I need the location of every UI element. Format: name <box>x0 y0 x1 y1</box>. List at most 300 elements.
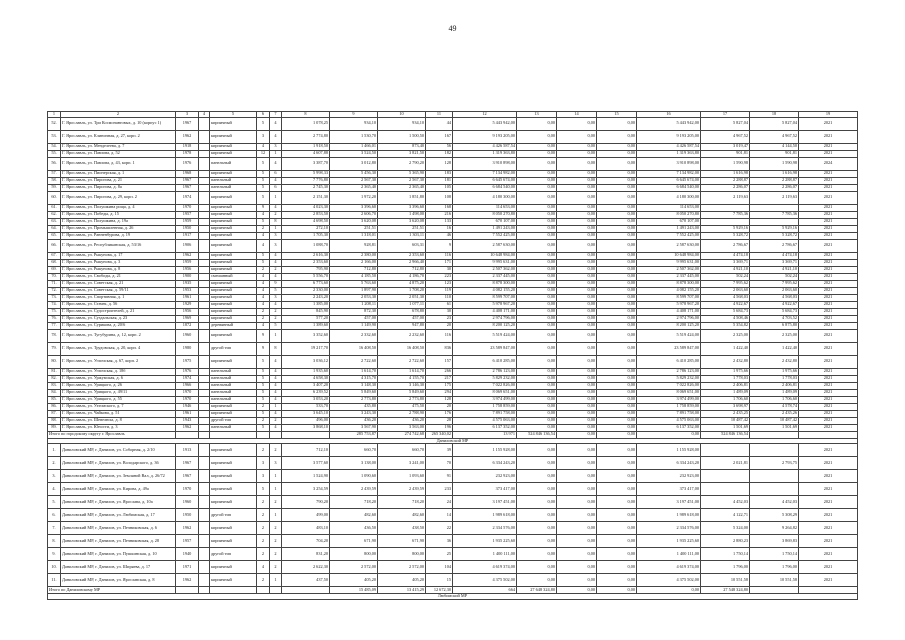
entrances: 2 <box>270 417 282 424</box>
total-area: 1 088,70 <box>282 239 330 252</box>
residents: 182 <box>426 150 453 157</box>
table-row <box>48 157 858 170</box>
area-owned: 2 439,59 <box>378 483 426 496</box>
year-reconstruction <box>199 204 210 211</box>
area-owned: 4 186,70 <box>378 273 426 280</box>
limit-cost: 1 778,03 <box>750 375 799 382</box>
owners-funds: 2 974 796,00 <box>637 315 701 322</box>
year-built: 1929 <box>176 301 199 308</box>
specific-cost: 10 487,42 <box>701 417 750 424</box>
limit-cost: 502,24 <box>750 273 799 280</box>
year-reconstruction <box>199 444 210 457</box>
owners-funds: 6 684 540,00 <box>637 184 701 191</box>
year-built: 1913 <box>176 444 199 457</box>
completion-year: 2021 <box>799 535 858 548</box>
area-owned: 800,00 <box>378 548 426 561</box>
row-number: 11. <box>48 574 61 587</box>
area-owned: 5 849,60 <box>378 389 426 396</box>
fund-cost: 0,00 <box>517 375 557 382</box>
specific-cost: 4 452,03 <box>701 496 750 509</box>
local-budget: 0,00 <box>597 252 637 259</box>
residential-area: 934,10 <box>330 117 378 130</box>
total-area: 496,00 <box>282 417 330 424</box>
address: Г. Ярославль, ул. Ухтомского, д. 7 <box>61 403 176 410</box>
limit-cost: 4 568,03 <box>750 294 799 301</box>
local-budget: 0,00 <box>597 280 637 287</box>
owners-funds: 4 575 063,00 <box>637 417 701 424</box>
limit-cost: 1 616,98 <box>750 170 799 177</box>
owners-funds: 3 974 499,00 <box>637 396 701 403</box>
residential-area: 3 620,08 <box>330 218 378 225</box>
address: Даниловский МР, г. Данилов, ул. Печниковская, д. 28 <box>61 535 176 548</box>
total-cost: 5 829 232,00 <box>453 375 517 382</box>
address: Г. Ярославль, ул. Промышленная, д. 26 <box>61 225 176 232</box>
table-row <box>48 522 858 535</box>
residents: 14 <box>426 509 453 522</box>
address: Г. Ярославль, ул. Юности, д. 3 <box>61 424 176 431</box>
floors: 12 <box>257 150 270 157</box>
regional-budget: 0,00 <box>557 130 597 143</box>
entrances: 8 <box>270 218 282 225</box>
total-cost: 7 891 758,00 <box>453 410 517 417</box>
year-reconstruction <box>199 294 210 301</box>
year-built: 1956 <box>176 308 199 315</box>
fund-cost: 0,00 <box>517 396 557 403</box>
address: Даниловский МР, г. Данилов, ул. Володарского, д. 36 <box>61 457 176 470</box>
completion-year: 2021 <box>799 143 858 150</box>
column-number: 7 <box>270 112 282 118</box>
year-reconstruction <box>199 315 210 322</box>
subtotal-value: 0,00 <box>597 431 637 438</box>
residents: 294 <box>426 389 453 396</box>
year-reconstruction <box>199 403 210 410</box>
table-row <box>48 177 858 184</box>
floors: 5 <box>257 410 270 417</box>
limit-cost: 5 684,73 <box>750 308 799 315</box>
limit-cost: 2 119,63 <box>750 191 799 204</box>
limit-cost: 2 432,80 <box>750 355 799 368</box>
limit-cost: 1 501,69 <box>750 424 799 431</box>
owners-funds: 8 599 707,00 <box>637 294 701 301</box>
limit-cost: 4 578,74 <box>750 403 799 410</box>
fund-cost: 0,00 <box>517 130 557 143</box>
table-row <box>48 417 858 424</box>
completion-year: 2021 <box>799 170 858 177</box>
residents: 15 <box>426 574 453 587</box>
residents: 56 <box>426 143 453 150</box>
wall-material: кирпичный <box>210 444 257 457</box>
table-row <box>48 287 858 294</box>
specific-cost: 3 698,97 <box>701 403 750 410</box>
local-budget: 0,00 <box>597 225 637 232</box>
owners-funds: 6 410 285,00 <box>637 355 701 368</box>
wall-material: панельный <box>210 368 257 375</box>
regional-budget: 0,00 <box>557 417 597 424</box>
specific-cost: 2 021,81 <box>701 457 750 470</box>
residents: 128 <box>426 396 453 403</box>
year-built: 1980 <box>176 342 199 355</box>
subtotal-value: 13 971 <box>453 431 517 438</box>
page-number: 49 <box>448 24 457 33</box>
year-built: 1970 <box>176 204 199 211</box>
table-row <box>48 355 858 368</box>
specific-cost <box>701 444 750 457</box>
subtotal-value <box>750 587 799 594</box>
year-built: 1943 <box>176 417 199 424</box>
residents: 70 <box>426 457 453 470</box>
table-row <box>48 375 858 382</box>
subtotal-value <box>750 431 799 438</box>
specific-cost: 1 489,09 <box>701 389 750 396</box>
table-row <box>48 239 858 252</box>
entrances: 3 <box>270 457 282 470</box>
row-number: 52. <box>48 117 61 130</box>
total-area: 3 036,12 <box>282 355 330 368</box>
owners-funds: 7 552 425,00 <box>637 232 701 239</box>
fund-cost: 0,00 <box>517 403 557 410</box>
row-number: 88. <box>48 417 61 424</box>
floors: 5 <box>257 252 270 259</box>
completion-year: 2021 <box>799 375 858 382</box>
row-number: 75. <box>48 308 61 315</box>
total-cost: 3 974 499,00 <box>453 396 517 403</box>
entrances: 1 <box>270 225 282 232</box>
area-owned: 718,20 <box>378 496 426 509</box>
specific-cost: 1 975,66 <box>701 368 750 375</box>
wall-material: панельный <box>210 389 257 396</box>
fund-cost: 0,00 <box>517 417 557 424</box>
column-number: 12 <box>453 112 517 118</box>
owners-funds: 6 334 243,20 <box>637 457 701 470</box>
local-budget: 0,00 <box>597 150 637 157</box>
specific-cost: 1 616,98 <box>701 170 750 177</box>
regional-budget: 0,00 <box>557 280 597 287</box>
row-number: 79. <box>48 342 61 355</box>
owners-funds: 2 507 362,00 <box>637 266 701 273</box>
total-area: 6 239,52 <box>282 389 330 396</box>
address: Г. Ярославль, ул. Сурикова, д. 20/6 <box>61 322 176 329</box>
wall-material: кирпичный <box>210 329 257 342</box>
owners-funds: 2 337 445,00 <box>637 273 701 280</box>
completion-year: 2021 <box>799 308 858 315</box>
total-cost: 2 587 630,00 <box>453 239 517 252</box>
year-reconstruction <box>199 184 210 191</box>
entrances: 3 <box>270 143 282 150</box>
regional-budget: 0,00 <box>557 294 597 301</box>
floors: 5 <box>257 368 270 375</box>
limit-cost: 2 325,00 <box>750 329 799 342</box>
row-number: 9. <box>48 548 61 561</box>
year-built: 1962 <box>176 522 199 535</box>
row-number: 85. <box>48 396 61 403</box>
owners-funds: 4 619 374,00 <box>637 561 701 574</box>
row-number: 82. <box>48 375 61 382</box>
area-owned: 934,10 <box>378 117 426 130</box>
year-built: 1976 <box>176 368 199 375</box>
row-number: 61. <box>48 204 61 211</box>
area-owned: 2 966,40 <box>378 259 426 266</box>
residential-area: 1 090,60 <box>330 470 378 483</box>
regional-budget: 0,00 <box>557 522 597 535</box>
local-budget: 0,00 <box>597 308 637 315</box>
year-reconstruction <box>199 191 210 204</box>
limit-cost: 1 706,60 <box>750 396 799 403</box>
area-owned: 671,90 <box>378 535 426 548</box>
residential-area: 4 315,70 <box>330 375 378 382</box>
year-reconstruction <box>199 218 210 225</box>
residential-area: 718,20 <box>330 496 378 509</box>
specific-cost: 10 551,58 <box>701 574 750 587</box>
year-built: 1950 <box>176 509 199 522</box>
year-built: 1946 <box>176 403 199 410</box>
total-area: 4 607,88 <box>282 150 330 157</box>
local-budget: 0,00 <box>597 157 637 170</box>
year-built: 1970 <box>176 389 199 396</box>
regional-budget: 0,00 <box>557 410 597 417</box>
residential-area: 2 439,59 <box>330 483 378 496</box>
entrances: 2 <box>270 548 282 561</box>
regional-budget: 0,00 <box>557 239 597 252</box>
floors: 2 <box>257 225 270 232</box>
area-owned: 1 498,00 <box>378 211 426 218</box>
year-built: 1940 <box>176 548 199 561</box>
limit-cost: 1 422,40 <box>750 342 799 355</box>
local-budget: 0,00 <box>597 322 637 329</box>
table-row <box>48 322 858 329</box>
subtotal-row <box>48 587 858 594</box>
fund-cost: 0,00 <box>517 315 557 322</box>
year-reconstruction <box>199 232 210 239</box>
entrances: 1 <box>270 470 282 483</box>
regional-budget: 0,00 <box>557 191 597 204</box>
local-budget: 0,00 <box>597 417 637 424</box>
total-cost: 1 491 243,00 <box>453 225 517 232</box>
residential-area: 1 208,11 <box>330 301 378 308</box>
row-number: 55. <box>48 150 61 157</box>
completion-year: 2021 <box>799 509 858 522</box>
subtotal-value <box>210 431 257 438</box>
residents: 91 <box>426 470 453 483</box>
regional-budget: 0,00 <box>557 535 597 548</box>
wall-material: кирпичный <box>210 218 257 225</box>
column-number: 17 <box>701 112 750 118</box>
local-budget: 0,00 <box>597 368 637 375</box>
limit-cost: 5 929,16 <box>750 225 799 232</box>
fund-cost: 0,00 <box>517 287 557 294</box>
row-number: 3. <box>48 470 61 483</box>
completion-year: 2021 <box>799 417 858 424</box>
completion-year: 2021 <box>799 259 858 266</box>
residential-area: 251,51 <box>330 225 378 232</box>
area-owned: 4 155,70 <box>378 375 426 382</box>
completion-year: 2021 <box>799 117 858 130</box>
local-budget: 0,00 <box>597 232 637 239</box>
address: Г. Ярославль, ул. Павлова, д. 52 <box>61 150 176 157</box>
wall-material: кирпичный <box>210 483 257 496</box>
area-owned: 1 851,80 <box>378 191 426 204</box>
year-built: 1957 <box>176 535 199 548</box>
row-number: 76. <box>48 315 61 322</box>
regional-budget: 0,00 <box>557 204 597 211</box>
table-row <box>48 410 858 417</box>
table-row <box>48 315 858 322</box>
total-area: 1 935,60 <box>282 368 330 375</box>
area-owned: 3 146,30 <box>378 382 426 389</box>
year-reconstruction <box>199 266 210 273</box>
residents: 25 <box>426 548 453 561</box>
floors: 2 <box>257 548 270 561</box>
owners-funds: 3 197 451,00 <box>637 496 701 509</box>
total-cost: 6 137 352,00 <box>453 424 517 431</box>
residents: 167 <box>426 130 453 143</box>
year-built: 1974 <box>176 191 199 204</box>
specific-cost: 1 706,60 <box>701 396 750 403</box>
limit-cost <box>750 483 799 496</box>
row-number: 71. <box>48 280 61 287</box>
column-number: 11 <box>426 112 453 118</box>
subtotal-value <box>199 587 210 594</box>
limit-cost: 7 785,36 <box>750 211 799 218</box>
residents: 9 <box>426 239 453 252</box>
entrances: 4 <box>270 355 282 368</box>
wall-material: кирпичный <box>210 355 257 368</box>
completion-year: 2021 <box>799 191 858 204</box>
entrances: 4 <box>270 368 282 375</box>
table-row <box>48 301 858 308</box>
subtotal-value: 0,00 <box>557 431 597 438</box>
local-budget: 0,00 <box>597 389 637 396</box>
address: Г. Ярославль, ул. Судостроителей, д. 21 <box>61 308 176 315</box>
fund-cost: 0,00 <box>517 218 557 225</box>
limit-cost <box>750 470 799 483</box>
specific-cost: 4 568,03 <box>701 294 750 301</box>
local-budget: 0,00 <box>597 522 637 535</box>
year-reconstruction <box>199 177 210 184</box>
row-number: 89. <box>48 424 61 431</box>
fund-cost: 0,00 <box>517 457 557 470</box>
address: Г. Ярославль, ул. Чайкова, д. 51 <box>61 410 176 417</box>
floors: 3 <box>257 457 270 470</box>
residents: 233 <box>426 483 453 496</box>
local-budget: 0,00 <box>597 410 637 417</box>
area-owned: 457,00 <box>378 315 426 322</box>
floors: 5 <box>257 177 270 184</box>
total-cost: 5 978 967,20 <box>453 301 517 308</box>
area-owned: 482,60 <box>378 509 426 522</box>
table-row <box>48 535 858 548</box>
completion-year: 2021 <box>799 457 858 470</box>
floors: 2 <box>257 308 270 315</box>
local-budget: 0,00 <box>597 396 637 403</box>
specific-cost: 3 019,47 <box>701 143 750 150</box>
area-owned: 1 614,70 <box>378 368 426 375</box>
fund-cost: 0,00 <box>517 170 557 177</box>
row-number: 58. <box>48 177 61 184</box>
floors: 5 <box>257 355 270 368</box>
fund-cost: 0,00 <box>517 410 557 417</box>
fund-cost: 0,00 <box>517 322 557 329</box>
floors: 5 <box>257 218 270 225</box>
year-built: 1976 <box>176 157 199 170</box>
specific-cost: 7 995,62 <box>701 280 750 287</box>
regional-budget: 0,00 <box>557 322 597 329</box>
column-number: 15 <box>597 112 637 118</box>
address: Даниловский МР, г. Данилов, ул. Земляной Вал, д. 26/72 <box>61 470 176 483</box>
residents: 223 <box>426 273 453 280</box>
local-budget: 0,00 <box>597 470 637 483</box>
total-area: 272,10 <box>282 225 330 232</box>
address: Г. Ярославль, ул. Свободы, д. 21 <box>61 273 176 280</box>
total-cost: 2 507 362,00 <box>453 266 517 273</box>
regional-budget: 0,00 <box>557 382 597 389</box>
specific-cost: 4 967,52 <box>701 130 750 143</box>
fund-cost: 0,00 <box>517 211 557 218</box>
table-row <box>48 117 858 130</box>
residential-area: 3 138,00 <box>330 457 378 470</box>
owners-funds: 114 653,00 <box>637 204 701 211</box>
total-area: 2 243,20 <box>282 294 330 301</box>
wall-material: панельный <box>210 177 257 184</box>
specific-cost: 5 328,72 <box>701 232 750 239</box>
entrances: 4 <box>270 252 282 259</box>
wall-material: кирпичный <box>210 170 257 177</box>
column-number: 1 <box>48 112 61 118</box>
specific-cost: 4 474,18 <box>701 252 750 259</box>
total-area: 3 868,10 <box>282 424 330 431</box>
year-reconstruction <box>199 143 210 150</box>
total-area: 2 616,30 <box>282 252 330 259</box>
regional-budget: 0,00 <box>557 266 597 273</box>
residential-area: 671,90 <box>330 535 378 548</box>
entrances: 4 <box>270 382 282 389</box>
total-area: 2 774,80 <box>282 130 330 143</box>
completion-year: 2021 <box>799 280 858 287</box>
year-reconstruction <box>199 117 210 130</box>
housing-repair-register-table <box>47 111 858 600</box>
owners-funds: 1 989 618,00 <box>637 509 701 522</box>
wall-material: кирпичный <box>210 470 257 483</box>
limit-cost: 1 489,09 <box>750 389 799 396</box>
floors: 5 <box>257 396 270 403</box>
year-built: 1970 <box>176 483 199 496</box>
address: Г. Ярославль, ул. Уржумская, д. 6 <box>61 375 176 382</box>
fund-cost: 0,00 <box>517 509 557 522</box>
owners-funds: 2 587 630,00 <box>637 239 701 252</box>
wall-material: кирпичный <box>210 561 257 574</box>
regional-budget: 0,00 <box>557 117 597 130</box>
residential-area: 872,30 <box>330 308 378 315</box>
floors: 5 <box>257 184 270 191</box>
total-cost: 4 375 502,00 <box>453 574 517 587</box>
total-area: 2 853,50 <box>282 211 330 218</box>
total-cost: 2 334 576,00 <box>453 522 517 535</box>
specific-cost: 1 778,03 <box>701 375 750 382</box>
entrances: 1 <box>270 574 282 587</box>
area-owned: 2 051,30 <box>378 294 426 301</box>
total-cost: 2 786 123,00 <box>453 368 517 375</box>
row-number: 68. <box>48 259 61 266</box>
regional-budget: 0,00 <box>557 252 597 259</box>
limit-cost: 1 750,14 <box>750 548 799 561</box>
column-number: 2 <box>61 112 176 118</box>
owners-funds: 8 878 300,00 <box>637 280 701 287</box>
area-owned: 2 353,60 <box>378 252 426 259</box>
year-reconstruction <box>199 301 210 308</box>
year-built: 1918 <box>176 143 199 150</box>
floors: 4 <box>257 211 270 218</box>
local-budget: 0,00 <box>597 342 637 355</box>
floors: 5 <box>257 191 270 204</box>
